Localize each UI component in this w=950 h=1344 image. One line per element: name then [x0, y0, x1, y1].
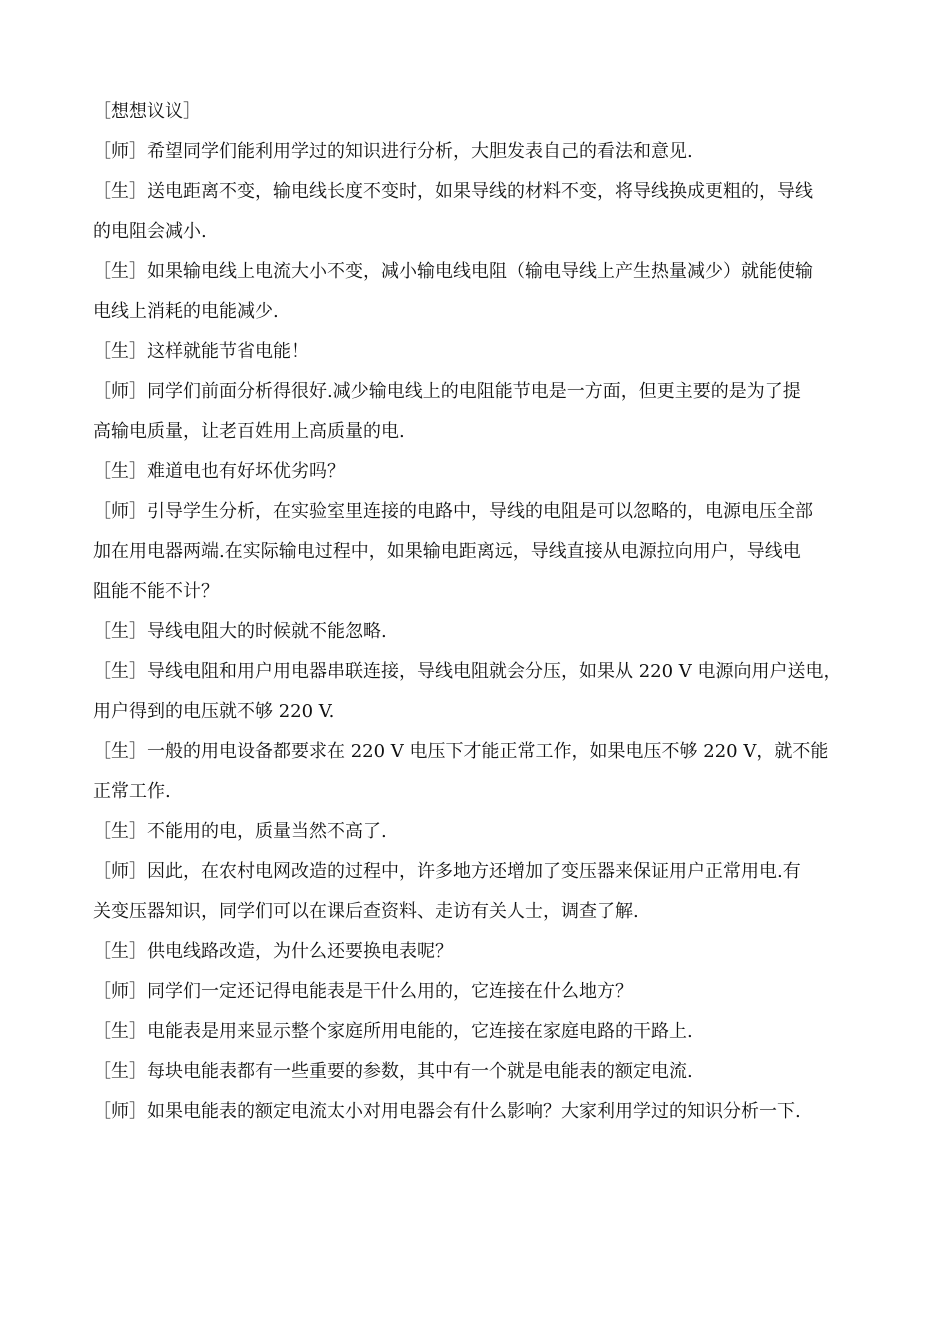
paragraph-line: 加在用电器两端.在实际输电过程中，如果输电距离远，导线直接从电源拉向用户，导线电 [93, 541, 801, 562]
dialogue-paragraph [93, 1092, 863, 1132]
paragraph-line: 用户得到的电压就不够 220 V. [93, 701, 335, 722]
paragraph-line: ［师］同学们前面分析得很好.减少输电线上的电阻能节电是一方面，但更主要的是为了提 [93, 381, 801, 402]
paragraph-line: 正常工作. [93, 781, 171, 802]
dialogue-paragraph [93, 652, 863, 732]
paragraph-line: ［师］同学们一定还记得电能表是干什么用的，它连接在什么地方？ [93, 981, 633, 1002]
paragraph-line: 阻能不能不计？ [93, 581, 219, 602]
paragraph-line: ［生］每块电能表都有一些重要的参数，其中有一个就是电能表的额定电流. [93, 1061, 693, 1082]
paragraph-line: ［生］一般的用电设备都要求在 220 V 电压下才能正常工作，如果电压不够 220 V，就不能 [93, 741, 829, 762]
paragraph-line: ［师］引导学生分析，在实验室里连接的电路中，导线的电阻是可以忽略的，电源电压全部 [93, 501, 813, 522]
dialogue-paragraph [93, 972, 863, 1012]
paragraph-line: ［生］这样就能节省电能！ [93, 341, 309, 362]
dialogue-paragraph [93, 132, 863, 172]
paragraph-line: 高输电质量，让老百姓用上高质量的电. [93, 421, 405, 442]
dialogue-body [93, 132, 863, 1132]
dialogue-paragraph [93, 852, 863, 932]
paragraph-line: 关变压器知识，同学们可以在课后查资料、走访有关人士，调查了解. [93, 901, 639, 922]
paragraph-line: ［生］送电距离不变，输电线长度不变时，如果导线的材料不变，将导线换成更粗的，导线 [93, 181, 813, 202]
dialogue-paragraph [93, 932, 863, 972]
section-heading: ［想想议议］ [93, 101, 201, 122]
paragraph-line: 的电阻会减小. [93, 221, 207, 242]
dialogue-paragraph [93, 372, 863, 452]
paragraph-line: ［生］电能表是用来显示整个家庭所用电能的，它连接在家庭电路的干路上. [93, 1021, 693, 1042]
paragraph-line: ［师］如果电能表的额定电流太小对用电器会有什么影响？大家利用学过的知识分析一下. [93, 1101, 801, 1122]
paragraph-line: ［生］难道电也有好坏优劣吗？ [93, 461, 345, 482]
dialogue-paragraph [93, 732, 863, 812]
dialogue-paragraph [93, 612, 863, 652]
paragraph-line: ［生］如果输电线上电流大小不变，减小输电线电阻（输电导线上产生热量减少）就能使输 [93, 261, 813, 282]
dialogue-paragraph [93, 332, 863, 372]
dialogue-paragraph [93, 172, 863, 252]
dialogue-paragraph [93, 452, 863, 492]
paragraph-line: ［生］不能用的电，质量当然不高了. [93, 821, 387, 842]
document-page [93, 92, 863, 1132]
paragraph-line: ［师］因此，在农村电网改造的过程中，许多地方还增加了变压器来保证用户正常用电.有 [93, 861, 801, 882]
dialogue-paragraph [93, 812, 863, 852]
paragraph-line: ［生］供电线路改造，为什么还要换电表呢？ [93, 941, 453, 962]
dialogue-paragraph [93, 1052, 863, 1092]
paragraph-line: ［生］导线电阻大的时候就不能忽略. [93, 621, 387, 642]
dialogue-paragraph [93, 252, 863, 332]
paragraph-line: ［师］希望同学们能利用学过的知识进行分析，大胆发表自己的看法和意见. [93, 141, 693, 162]
paragraph-line: ［生］导线电阻和用户用电器串联连接，导线电阻就会分压，如果从 220 V 电源向用户送电， [93, 661, 842, 682]
paragraph-line: 电线上消耗的电能减少. [93, 301, 279, 322]
dialogue-paragraph [93, 492, 863, 612]
dialogue-paragraph [93, 1012, 863, 1052]
